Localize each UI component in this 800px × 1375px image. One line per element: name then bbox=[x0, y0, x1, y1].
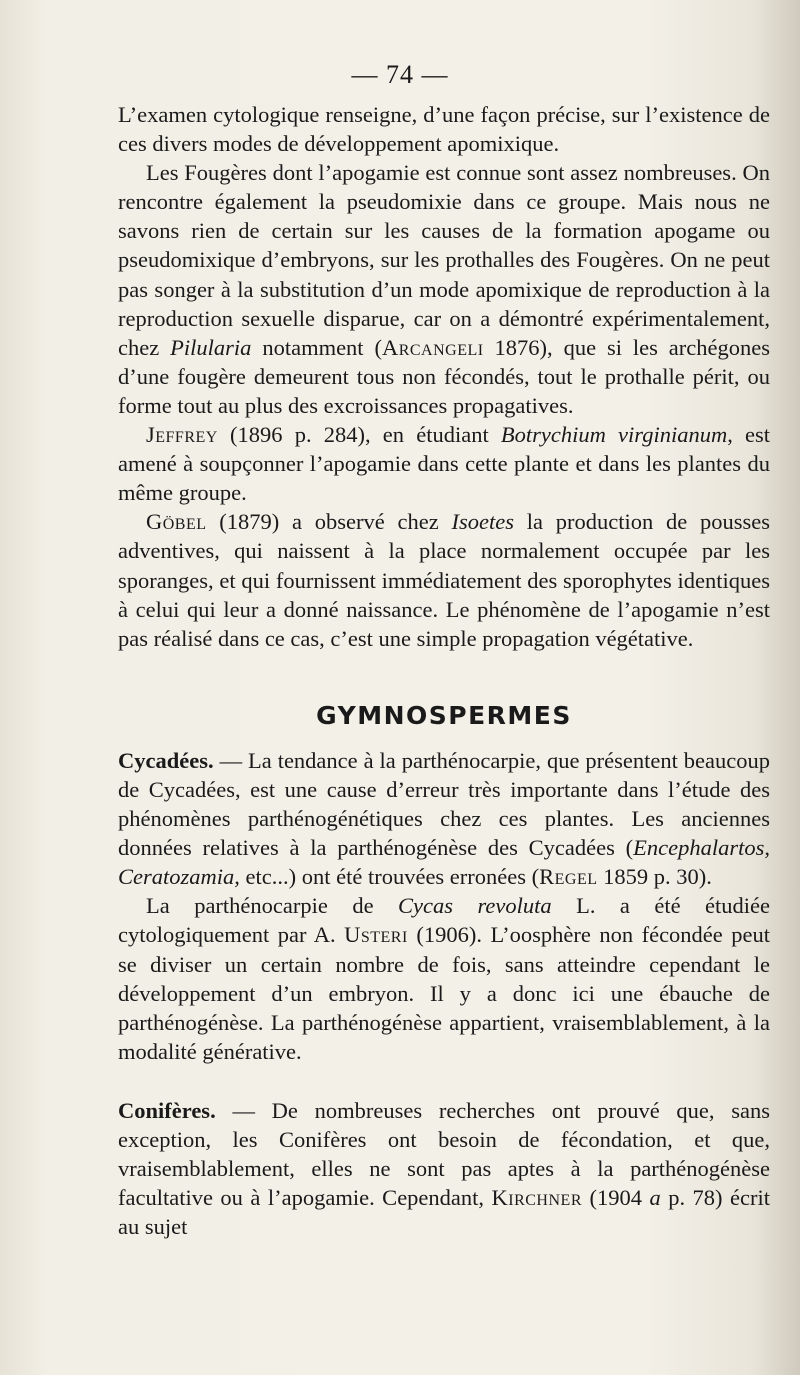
section-gap bbox=[118, 1066, 770, 1096]
section-title: GYMNOSPERMES bbox=[316, 700, 572, 730]
species-botrychium: Botrychium virginianum bbox=[500, 422, 728, 448]
page-number: — 74 — bbox=[351, 60, 449, 89]
paragraph-fougeres-text: Les Fougères dont l’apogamie est connue sont assez nombreuses. On rencontre également la pseudomixie dans ce groupe. Mais nous ne savons rien de certain sur les causes de la formation apogame ou pseudomixique d’embryons, sur les prothalles des Fougères. On ne peut pas songer à la substitution d’un mode apomixique de reproduction à la reproduction sexuelle disparue, car on a démontré expérimentalement, chez bbox=[118, 160, 770, 360]
heading-cycadees: Cycadées. bbox=[118, 747, 214, 773]
author-regel: Regel bbox=[539, 864, 598, 890]
paragraph-coniferes bbox=[118, 1096, 770, 1241]
heading-coniferes: Conifères. bbox=[118, 1097, 216, 1123]
paragraph-fougeres-mid: notamment ( bbox=[262, 334, 382, 360]
paragraph-cycadees-b: etc...) ont été trouvées erronées ( bbox=[245, 864, 540, 890]
author-kirchner: Kirchner bbox=[491, 1185, 582, 1211]
paragraph-cycas-c: (1906). L’oosphère non fécondée peut se diviser un certain nombre de fois, sans atteindre cependant le développement d’un embryon. Il y a donc ici une ébauche de parthénogénèse. La parthénogénèse appartient, vraisemblablement, à la modalité générative. bbox=[118, 922, 771, 1064]
genus-isoetes: Isoetes bbox=[451, 509, 514, 535]
paragraph-fougeres bbox=[118, 158, 770, 420]
paragraph-jeffrey-b: , est amené à soupçonner l’apogamie dans cette plante et dans les plantes du même groupe. bbox=[118, 422, 771, 506]
paragraph-gobel-b: la production de pousses adventives, qui naissent à la place normalement occupée par les sporanges, et qui fournissent immédiatement des sporophytes identiques à celui qui leur a donné naissance. Le phénomène de l’apogamie n’est pas réalisé dans ce cas, c’est une simple propagation végétative. bbox=[118, 509, 771, 651]
citation-letter: a bbox=[649, 1185, 661, 1211]
paragraph-gobel bbox=[118, 507, 770, 652]
author-arcangeli: Arcangeli bbox=[381, 334, 484, 360]
paragraph-cycadees bbox=[118, 746, 770, 891]
paragraph-cycas-a: La parthénocarpie de bbox=[146, 893, 374, 919]
genera-cycadees: Encephalartos, Ceratozamia, bbox=[118, 835, 770, 890]
paragraph-cycas-b: L. a été étudiée cytologiquement par A. bbox=[118, 893, 771, 948]
author-gobel: Göbel bbox=[146, 509, 207, 535]
paragraph-gobel-a: (1879) a observé chez bbox=[219, 509, 439, 535]
paragraph-cycadees-c: 1859 p. 30). bbox=[603, 864, 712, 890]
author-usteri: Usteri bbox=[344, 922, 408, 948]
author-jeffrey: Jeffrey bbox=[146, 422, 218, 448]
paragraph-cycadees-a: — La tendance à la parthénocarpie, que présentent beaucoup de Cycadées, est une cause d’erreur très importante dans l’étude des phénomènes parthénogénétiques chez ces plantes. Les anciennes données relatives à la parthénogénèse des Cycadées ( bbox=[118, 747, 771, 861]
species-cycas-revoluta: Cycas revoluta bbox=[398, 893, 552, 919]
body-text bbox=[118, 100, 770, 1241]
paragraph-fougeres-end: 1876), que si les archégones d’une fougère demeurent tous non fécondés, tout le prothalle périt, ou forme tout au plus des excroissances propagatives. bbox=[118, 334, 770, 418]
paragraph-cycas bbox=[118, 891, 770, 1066]
paragraph-coniferes-c: p. 78) écrit au sujet bbox=[118, 1185, 771, 1240]
paragraph-coniferes-a: — De nombreuses recherches ont prouvé que, sans exception, les Conifères ont besoin de fécondation, et que, vraisemblablement, elles ne sont pas aptes à la parthénogénèse facultative ou à l’apogamie. Cependant, bbox=[118, 1097, 771, 1211]
paragraph-jeffrey-a: (1896 p. 284), en étudiant bbox=[230, 422, 489, 448]
paragraph-apomixis-exam: L’examen cytologique renseigne, d’une façon précise, sur l’existence de ces divers modes de développement apomixique. bbox=[118, 102, 770, 157]
genus-pilularia: Pilularia bbox=[170, 334, 252, 360]
paragraph-jeffrey bbox=[118, 420, 770, 507]
paragraph-coniferes-b: (1904 bbox=[589, 1185, 642, 1211]
